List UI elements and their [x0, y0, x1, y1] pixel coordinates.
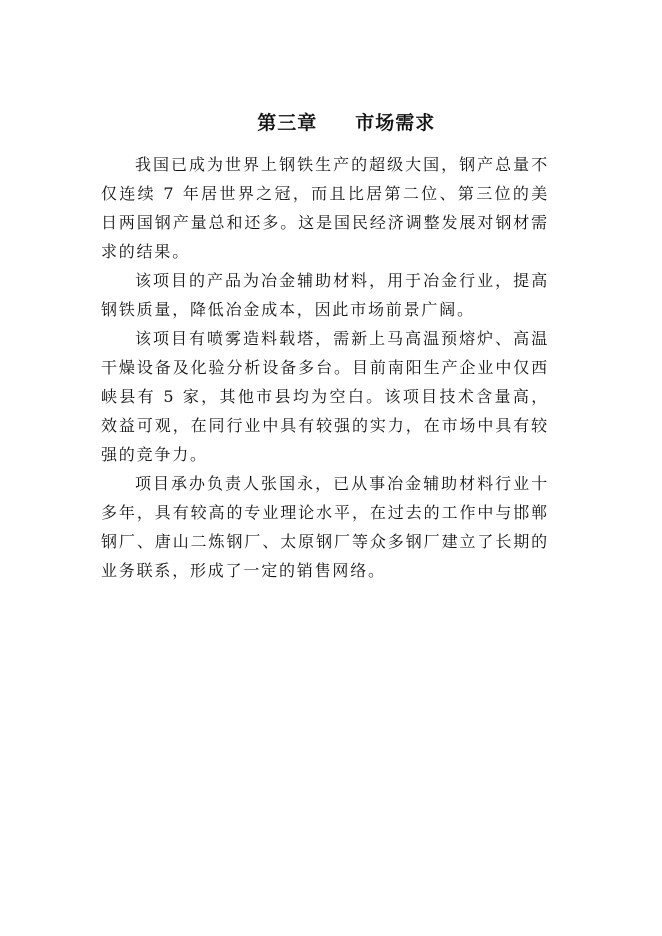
paragraph-2: 该项目的产品为冶金辅助材料，用于冶金行业，提高钢铁质量，降低冶金成本，因此市场前景广阔。: [101, 271, 549, 319]
chapter-title: [0, 86, 662, 157]
chapter-label: 第三章: [257, 112, 318, 134]
chapter-name: 市场需求: [355, 112, 436, 134]
paragraph-4: 项目承办负责人张国永，已从事冶金辅助材料行业十多年，具有较高的专业理论水平，在过去的工作中与邯郸钢厂、唐山二炼钢厂、太原钢厂等众多钢厂建立了长期的业务联系，形成了一定的销售网络。: [101, 474, 549, 580]
body-text: [101, 150, 549, 585]
paragraph-3: 该项目有喷雾造料载塔，需新上马高温预熔炉、高温干燥设备及化验分析设备多台。目前南阳生产企业中仅西峡县有 5 家，其他市县均为空白。该项目技术含量高，效益可观，在同行业中具有较强的实力，在市场中具有较强的竞争力。: [101, 329, 549, 464]
paragraph-1: 我国已成为世界上钢铁生产的超级大国，钢产总量不仅连续 7 年居世界之冠，而且比居第二位、第三位的美日两国钢产量总和还多。这是国民经济调整发展对钢材需求的结果。: [101, 155, 549, 261]
